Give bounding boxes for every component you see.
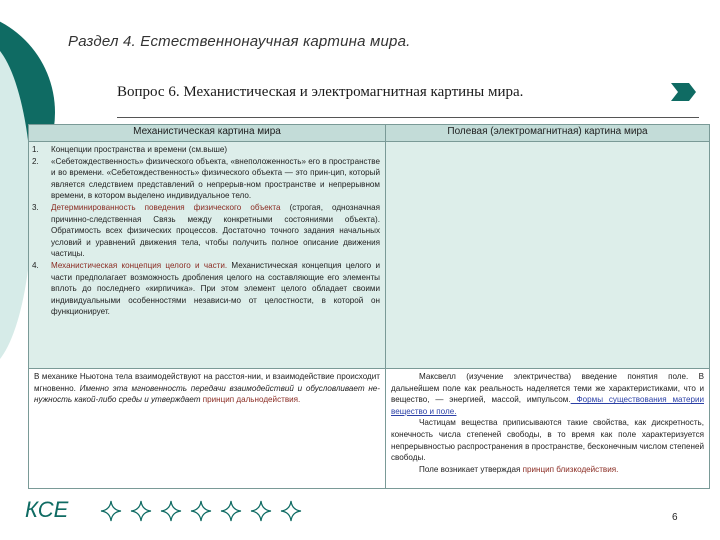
list-item: 1. Концепции пространства и времени (см.выше) <box>32 145 228 154</box>
item-lead: Детерминированность поведения физического объекта <box>51 202 281 212</box>
mechanistic-concepts-cell <box>29 142 386 369</box>
logo: КСЕ <box>25 497 69 522</box>
comparison-table <box>28 124 710 489</box>
section-header: Раздел 4. Естественнонаучная картина мира. <box>68 33 411 50</box>
star-icon <box>190 500 212 522</box>
list-item: 4. Механистическая концепция целого и части. Механистическая концепция целого и части предполагает возможность дробления целого на составляющие его элементы вплоть до последнего «кирпичика». При этом элемент целого обладает своими индивидуальными особенностями независи-мо от целостности, в которой он функционирует. <box>32 260 380 317</box>
title-divider <box>117 117 699 118</box>
column-header-field: Полевая (электромагнитная) картина мира <box>386 125 710 142</box>
star-icon <box>130 500 152 522</box>
star-icon <box>280 500 302 522</box>
star-icon <box>220 500 242 522</box>
matter-forms-link[interactable]: Формы существования материи вещество и поле. <box>391 395 704 416</box>
star-icon <box>250 500 272 522</box>
page-number: 6 <box>672 512 678 523</box>
star-icon <box>100 500 122 522</box>
list-item: 3. Детерминированность поведения физического объекта (строгая, однозначная причинно-следственная Связь между конкретными состояниями объекта). Обратимость всех физических процессов. Достаточно точного задания начальных условий и уравнений движения тела, чтобы получить полное описание движения частицы. <box>32 202 381 259</box>
field-concepts-cell <box>386 142 710 369</box>
slide-title: Вопрос 6. Механистическая и электромагнитная картины мира. <box>117 84 524 100</box>
next-arrow-icon[interactable] <box>669 82 697 102</box>
principle-long-range: принцип дальнодействия. <box>200 395 301 405</box>
star-icon <box>160 500 182 522</box>
newton-interaction-cell: В механике Ньютона тела взаимодействуют на расстоя-нии, и взаимодействие происходит мгновенно. Именно эта мгновенность передачи взаимодействий и обусловливает не-нужность какой-либо среды и утверждает принцип дальнодействия. <box>29 369 386 489</box>
maxwell-field-cell: Максвелл (изучение электричества) введение понятия поле. В дальнейшем поле как реальность наделяется теми же характеристиками, что и вещество, — энергией, массой, импульсом. Формы существования материи вещество и поле. Частицам вещества приписываются такие свойства, как дискретность, конечность числа степеней свободы, в то время как поле характеризуется непрерывностью распространения в пространстве, бесконечным числом степеней свободы. Поле возникает утверждая принцип близкодействия. <box>386 369 710 489</box>
decor-stars <box>100 500 302 522</box>
list-item: 2. «Себетождественность» физического объекта, «внеположенность» его в пространстве и во времени. «Себетождественность» физического объекта — это прин-цип, который является следствием представлений о непрерыв-ном пространстве и непрерывном времени, в котором выделено индивидуальное тело. <box>32 156 380 201</box>
column-header-mechanistic: Механистическая картина мира <box>29 125 386 142</box>
item-lead: Механистическая концепция целого и части. <box>51 260 228 270</box>
principle-short-range: принцип близкодействия. <box>520 464 619 474</box>
